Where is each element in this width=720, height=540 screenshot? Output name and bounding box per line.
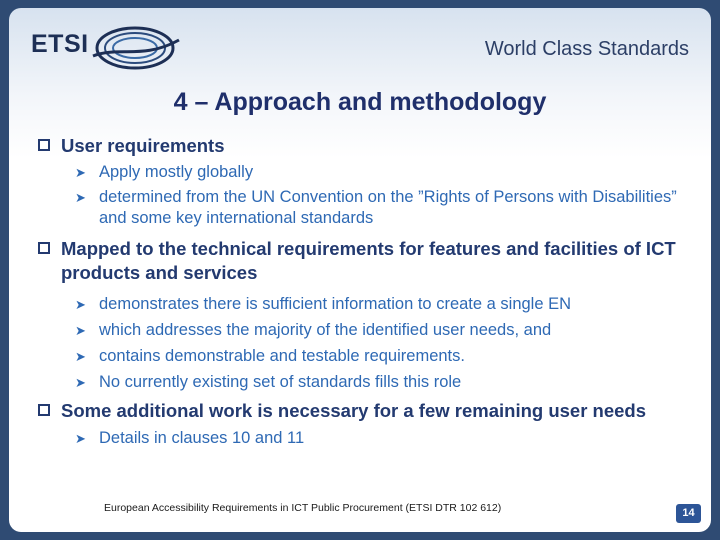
square-bullet-icon	[38, 139, 50, 151]
list-item	[35, 294, 705, 315]
arrow-bullet-icon: ➤	[75, 165, 86, 180]
arrow-bullet-icon: ➤	[75, 323, 86, 338]
arrow-bullet-icon: ➤	[75, 431, 86, 446]
section-heading-additional-work	[35, 399, 705, 423]
arrow-bullet-icon: ➤	[75, 297, 86, 312]
list-item-text: No currently existing set of standards fills this role	[99, 373, 462, 391]
arrow-bullet-icon: ➤	[75, 375, 86, 390]
section-heading-text: Some additional work is necessary for a few remaining user needs	[61, 400, 647, 421]
list-item	[35, 346, 705, 367]
list-item-text: Details in clauses 10 and 11	[99, 429, 305, 447]
tagline: World Class Standards	[484, 38, 689, 60]
square-bullet-icon	[38, 242, 50, 254]
list-item-text: which addresses the majority of the identified user needs, and	[99, 321, 552, 339]
footer-text: European Accessibility Requirements in ICT Public Procurement (ETSI DTR 102 612)	[104, 502, 502, 514]
arrow-bullet-icon: ➤	[75, 349, 86, 364]
slide-content	[35, 134, 705, 449]
list-item	[35, 372, 705, 393]
square-bullet-icon	[38, 404, 50, 416]
list-item-text: determined from the UN Convention on the ”Rights of Persons with Disabilities” and some key international standards	[99, 188, 677, 227]
section-heading-mapped	[35, 237, 705, 285]
logo-text: ETSI	[31, 30, 89, 58]
slide-title: 4 – Approach and methodology	[173, 88, 547, 116]
list-item	[35, 428, 705, 449]
page-number-badge: 14	[676, 504, 701, 523]
section-heading-text: User requirements	[61, 135, 225, 156]
list-item	[35, 162, 705, 183]
section-heading-text: Mapped to the technical requirements for features and facilities of ICT products and services	[61, 238, 676, 283]
slide	[9, 8, 711, 532]
list-item	[35, 187, 705, 229]
list-item	[35, 320, 705, 341]
arrow-bullet-icon: ➤	[75, 190, 86, 205]
section-heading-user-requirements	[35, 134, 705, 158]
etsi-logo	[23, 16, 188, 78]
list-item-text: Apply mostly globally	[99, 163, 254, 181]
list-item-text: contains demonstrable and testable requirements.	[99, 347, 465, 365]
list-item-text: demonstrates there is sufficient information to create a single EN	[99, 295, 572, 313]
